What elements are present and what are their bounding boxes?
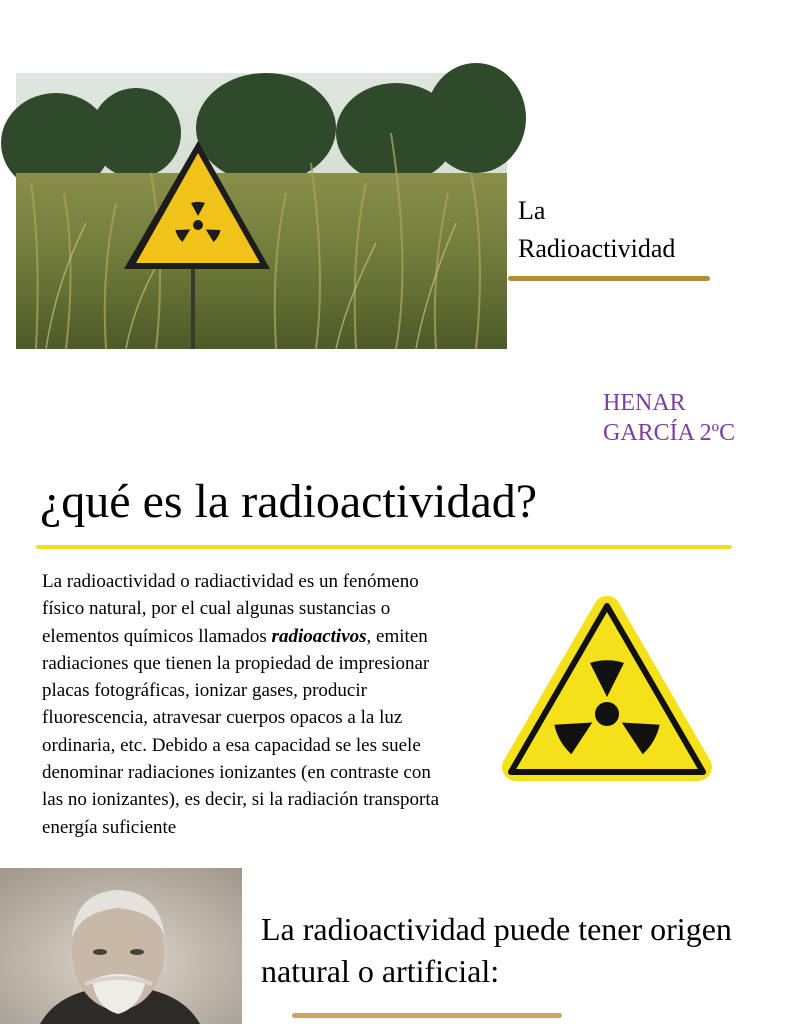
presentation-title (518, 192, 675, 268)
author-line-1: HENAR (603, 390, 686, 416)
title-underline (508, 276, 710, 281)
definition-paragraph (42, 568, 444, 841)
body-emphasis: radioactivos (271, 625, 367, 647)
title-line-1: La (518, 196, 546, 225)
slide-heading: ¿qué es la radioactividad? (40, 475, 538, 528)
title-line-2: Radioactividad (518, 234, 676, 263)
slide-title (0, 0, 768, 446)
field-photo (16, 73, 507, 349)
origin-underline (292, 1013, 562, 1018)
body-text-end: , emiten radiaciones que tienen la propiedad de impresionar placas fotográficas, ionizar gases, producir fluorescencia, atravesar cuerpos opacos a la luz ordinaria, etc. Debido a esa capacidad se les suele denominar radiaciones ionizantes (en contraste con las no ionizantes), es decir, si la radiación transporta energía suficiente (42, 625, 440, 838)
heading-underline (36, 545, 732, 549)
body-text-start: La radioactividad o radiactividad es un fenómeno físico natural, por el cual algunas sustancias o elementos químicos llamados (42, 571, 419, 647)
scientist-portrait (0, 868, 242, 1024)
author-line-2: GARCÍA 2ºC (603, 420, 736, 446)
origin-statement: La radioactividad puede tener origen natural o artificial: (261, 911, 732, 989)
slide-definition (0, 448, 768, 868)
slide-origin (0, 868, 768, 1024)
radiation-hazard-icon (498, 592, 716, 784)
author-name (603, 388, 803, 448)
